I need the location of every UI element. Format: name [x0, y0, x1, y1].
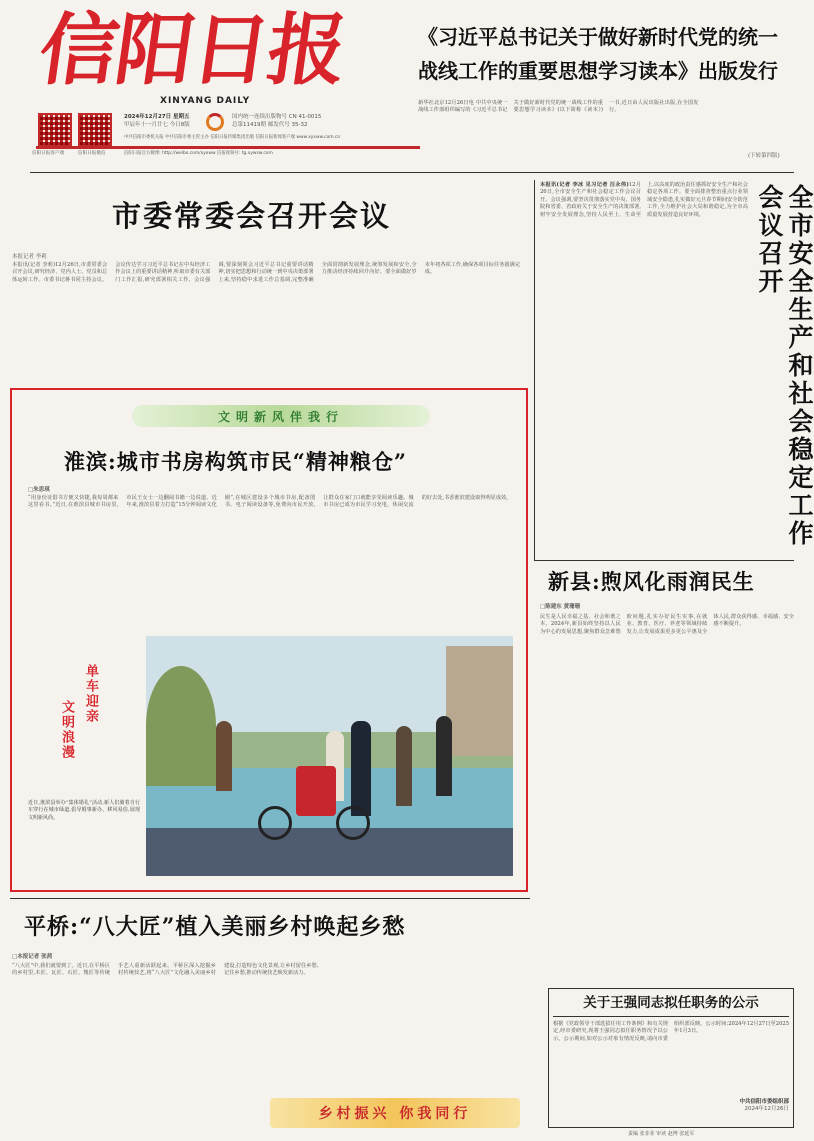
qr-code-icon: [78, 113, 112, 147]
wedding-bicycle-photo: [146, 636, 513, 876]
article5-body: “八大匠”中,我们就要到了。近日,在平桥区的乡村里,木匠、瓦匠、石匠、篾匠等传统手艺人重新活跃起来。平桥区深入挖掘乡村传统技艺,将“八大匠”文化融入美丽乡村建设,打造特色文化景观,让乡村留住乡愁、记住乡愁,推动传统技艺焕发新活力。: [12, 963, 322, 977]
section-divider: [534, 560, 794, 561]
appointment-notice: [548, 988, 794, 1128]
masthead-divider: [36, 146, 420, 149]
section-divider: [10, 898, 530, 899]
cn-number: 国内统一连续出版物号 CN 41-0015: [232, 114, 322, 120]
social-line: 信阳日报官方微博: http://weibo.com/xyxww 信报视频号: tg.xywsw.com: [124, 151, 273, 156]
article5-title[interactable]: 平桥:“八大匠”植入美丽乡村唤起乡愁: [24, 914, 406, 940]
article1-title[interactable]: 市委常委会召开会议: [112, 199, 392, 233]
article1-byline: 本报记者 李莉: [12, 254, 47, 260]
photo-side-label: 单车迎亲: [83, 664, 98, 724]
notice-date: 2024年12月26日: [744, 1106, 789, 1112]
notice-title[interactable]: 关于王强同志拟任职务的公示: [553, 993, 789, 1017]
qr-code-icon: [38, 113, 72, 147]
article1-body: 本报讯(记者 李莉)12月26日,市委常委会召开会议,研究经济、党内人士、党员和总体运转工作。市委书记蒋书同主持会议。会议传达学习习近平总书记在中央经济工作会议上的重要讲话精神,听取市委有关部门工作汇报,研究部署相关工作。会议强调,要深刻领会习近平总书记重要讲话精神,切实把思想和行动统一到中央决策部署上来,坚持稳中求进工作总基调,完整准确全面贯彻新发展理念,统筹发展和安全,全力推动经济持续回升向好。要全面做好岁末年初各项工作,确保各项目标任务圆满完成。: [12, 262, 520, 283]
section-divider: [30, 172, 794, 173]
article5-byline: □本报记者 张茜: [12, 954, 53, 960]
article3-byline: □朱思琪: [28, 487, 50, 493]
qr-label: 信阳日报微信: [78, 151, 106, 156]
article2-byline: 本报讯(记者 李冰 见习记者 汪永伟): [540, 182, 629, 188]
editors-line: 责编 张菲菲 审读 赵博 张延军: [628, 1131, 695, 1137]
top-story-title[interactable]: 《习近平总书记关于做好新时代党的统一战线工作的重要思想学习读本》出版发行: [418, 25, 778, 83]
issue-date: 2024年12月27日 星期五: [124, 114, 190, 120]
civilization-banner: 文明新风伴我行: [132, 405, 430, 427]
top-story-lead: 新华社北京12月26日电 中共中央统一战线工作部组织编写的《习近平总书记关于做好新时代党的统一战线工作的重要思想学习读本》(以下简称《读本》)一书,近日由人民出版社出版,在全国发行。: [418, 100, 699, 114]
top-story-continue: (下转第四版): [748, 153, 780, 159]
article4-body: 民生是人民幸福之基、社会和谐之本。2024年,新县始终坚持以人民为中心的发展思想,聚焦群众急难愁盼问题,扎实办好民生实事,在就业、教育、医疗、养老等领域持续发力,让发展成果更多更公平惠及全体人民,群众获得感、幸福感、安全感不断提升。: [540, 614, 794, 635]
article2-body: [540, 182, 748, 552]
article4-title[interactable]: 新县:煦风化雨润民生: [548, 569, 755, 594]
qr-label: 信阳日报客户端: [32, 151, 65, 156]
notice-body: 根据《党政领导干部选拔任用工作条例》和有关规定,经市委研究,现将王强同志拟任职务情况予以公示。公示期间,如对公示对象有情况反映,请向市委组织部反映。公示时间:2024年12月27日至2025年1月3日。: [553, 1021, 789, 1042]
photo-side-label: 文明浪漫: [59, 700, 74, 760]
emblem-icon: [206, 113, 224, 131]
column-divider: [534, 180, 535, 560]
newspaper-logo-en: XINYANG DAILY: [160, 96, 251, 106]
article3-title[interactable]: 淮滨:城市书房构筑市民“精神粮仓”: [64, 449, 407, 474]
photo-caption: 近日,淮滨县举办“集体婚礼”活动,新人们骑着自行车穿行在城市绿道,倡导婚事新办、移风易俗,展现文明新风尚。: [28, 800, 140, 821]
article2-title[interactable]: 全市安全生产和社会稳定工作会议召开: [755, 184, 814, 548]
article4-byline: □陈建东 黄珊珊: [540, 604, 581, 610]
issue-number: 总第11419期 邮发代号 35-32: [232, 122, 308, 128]
rural-revitalization-banner: 乡村振兴 你我同行: [270, 1098, 520, 1128]
article2-text: 12月26日,全市安全生产和社会稳定工作会议召开。会议强调,要坚决贯彻落实党中央、国务院和省委、省政府关于安全生产的决策部署,树牢安全发展理念,坚持人民至上、生命至上,以高度的政治责任感抓好安全生产和社会稳定各项工作。要全面排查整治重点行业领域安全隐患,扎实做好元旦春节期间安全防范工作,全力维护社会大局和谐稳定,为全市高质量发展营造良好环境。: [540, 182, 748, 218]
article3-body: “用身份证借书方便又快捷,我每周都来这里看书。”近日,在淮滨县城市书房里,市民王女士一边翻阅书籍一边说道。近年来,淮滨县着力打造“15分钟阅读文化圈”,在城区建设多个城市书房,配备图书、电子阅读设备等,免费向市民开放,让群众在家门口就能享受阅读乐趣。城市书房已成为市民学习充电、休闲交流的好去处,书香淮滨建设取得明显成效。: [28, 495, 512, 509]
newspaper-logo: 信阳日报: [33, 5, 351, 96]
notice-signer: 中共信阳市委组织部: [739, 1099, 789, 1105]
lunar-date: 甲辰年十一月廿七 今日8版: [124, 122, 190, 128]
publisher-line: 中共信阳市委机关报 中共信阳市委主管主办 信阳日报传媒集团出版 信阳日报新闻客户端 www.xyxww.com.cn: [124, 135, 341, 140]
